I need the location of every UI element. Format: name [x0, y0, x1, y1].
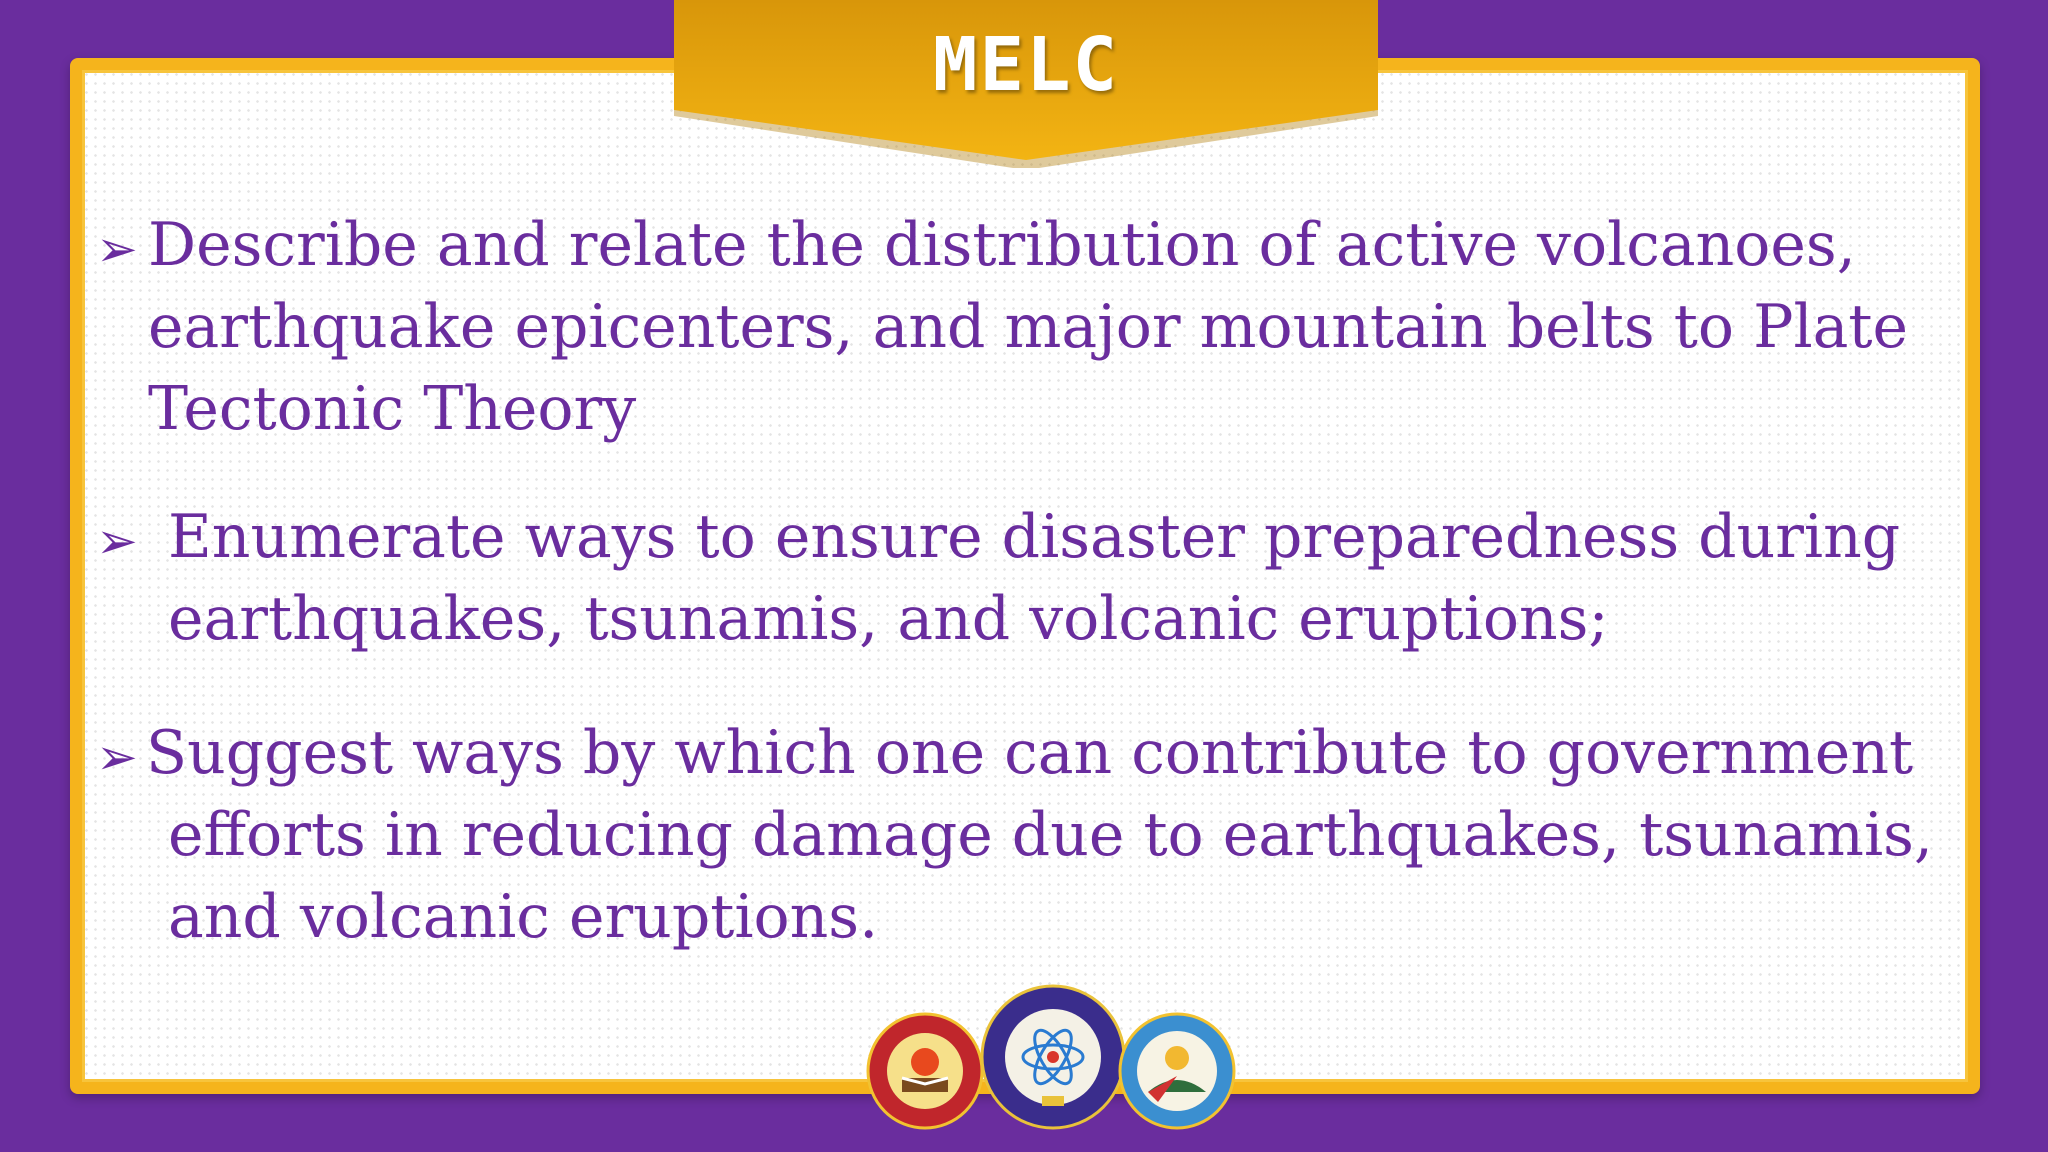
title-banner: [674, 0, 1378, 168]
objective-2-line-1: Enumerate ways to ensure disaster preparedness during: [168, 502, 1901, 572]
objective-3-line-3: and volcanic eruptions.: [168, 882, 879, 952]
bullet-icon: ➢: [96, 728, 138, 786]
objective-1: [148, 204, 1908, 450]
deped-region-seal-icon: [866, 1012, 984, 1130]
bullet-icon: ➢: [96, 512, 138, 570]
division-seal-icon: [1118, 1012, 1236, 1130]
banner-title: MELC: [932, 22, 1120, 108]
objective-2-line-2: earthquakes, tsunamis, and volcanic eruptions;: [168, 584, 1609, 654]
objective-3-line-2: efforts in reducing damage due to earthquakes, tsunamis,: [168, 800, 1933, 870]
school-logos: [862, 980, 1242, 1130]
objective-3-line-1: Suggest ways by which one can contribute to government: [146, 718, 1914, 788]
objective-1-line-2: earthquake epicenters, and major mountain belts to Plate: [148, 292, 1909, 362]
objective-3: [146, 712, 1933, 958]
school-seal-icon: [980, 984, 1126, 1130]
bullet-icon: ➢: [96, 220, 138, 278]
objective-1-line-3: Tectonic Theory: [148, 374, 637, 444]
objective-2: [168, 496, 1900, 660]
objective-1-line-1: Describe and relate the distribution of active volcanoes,: [148, 210, 1856, 280]
